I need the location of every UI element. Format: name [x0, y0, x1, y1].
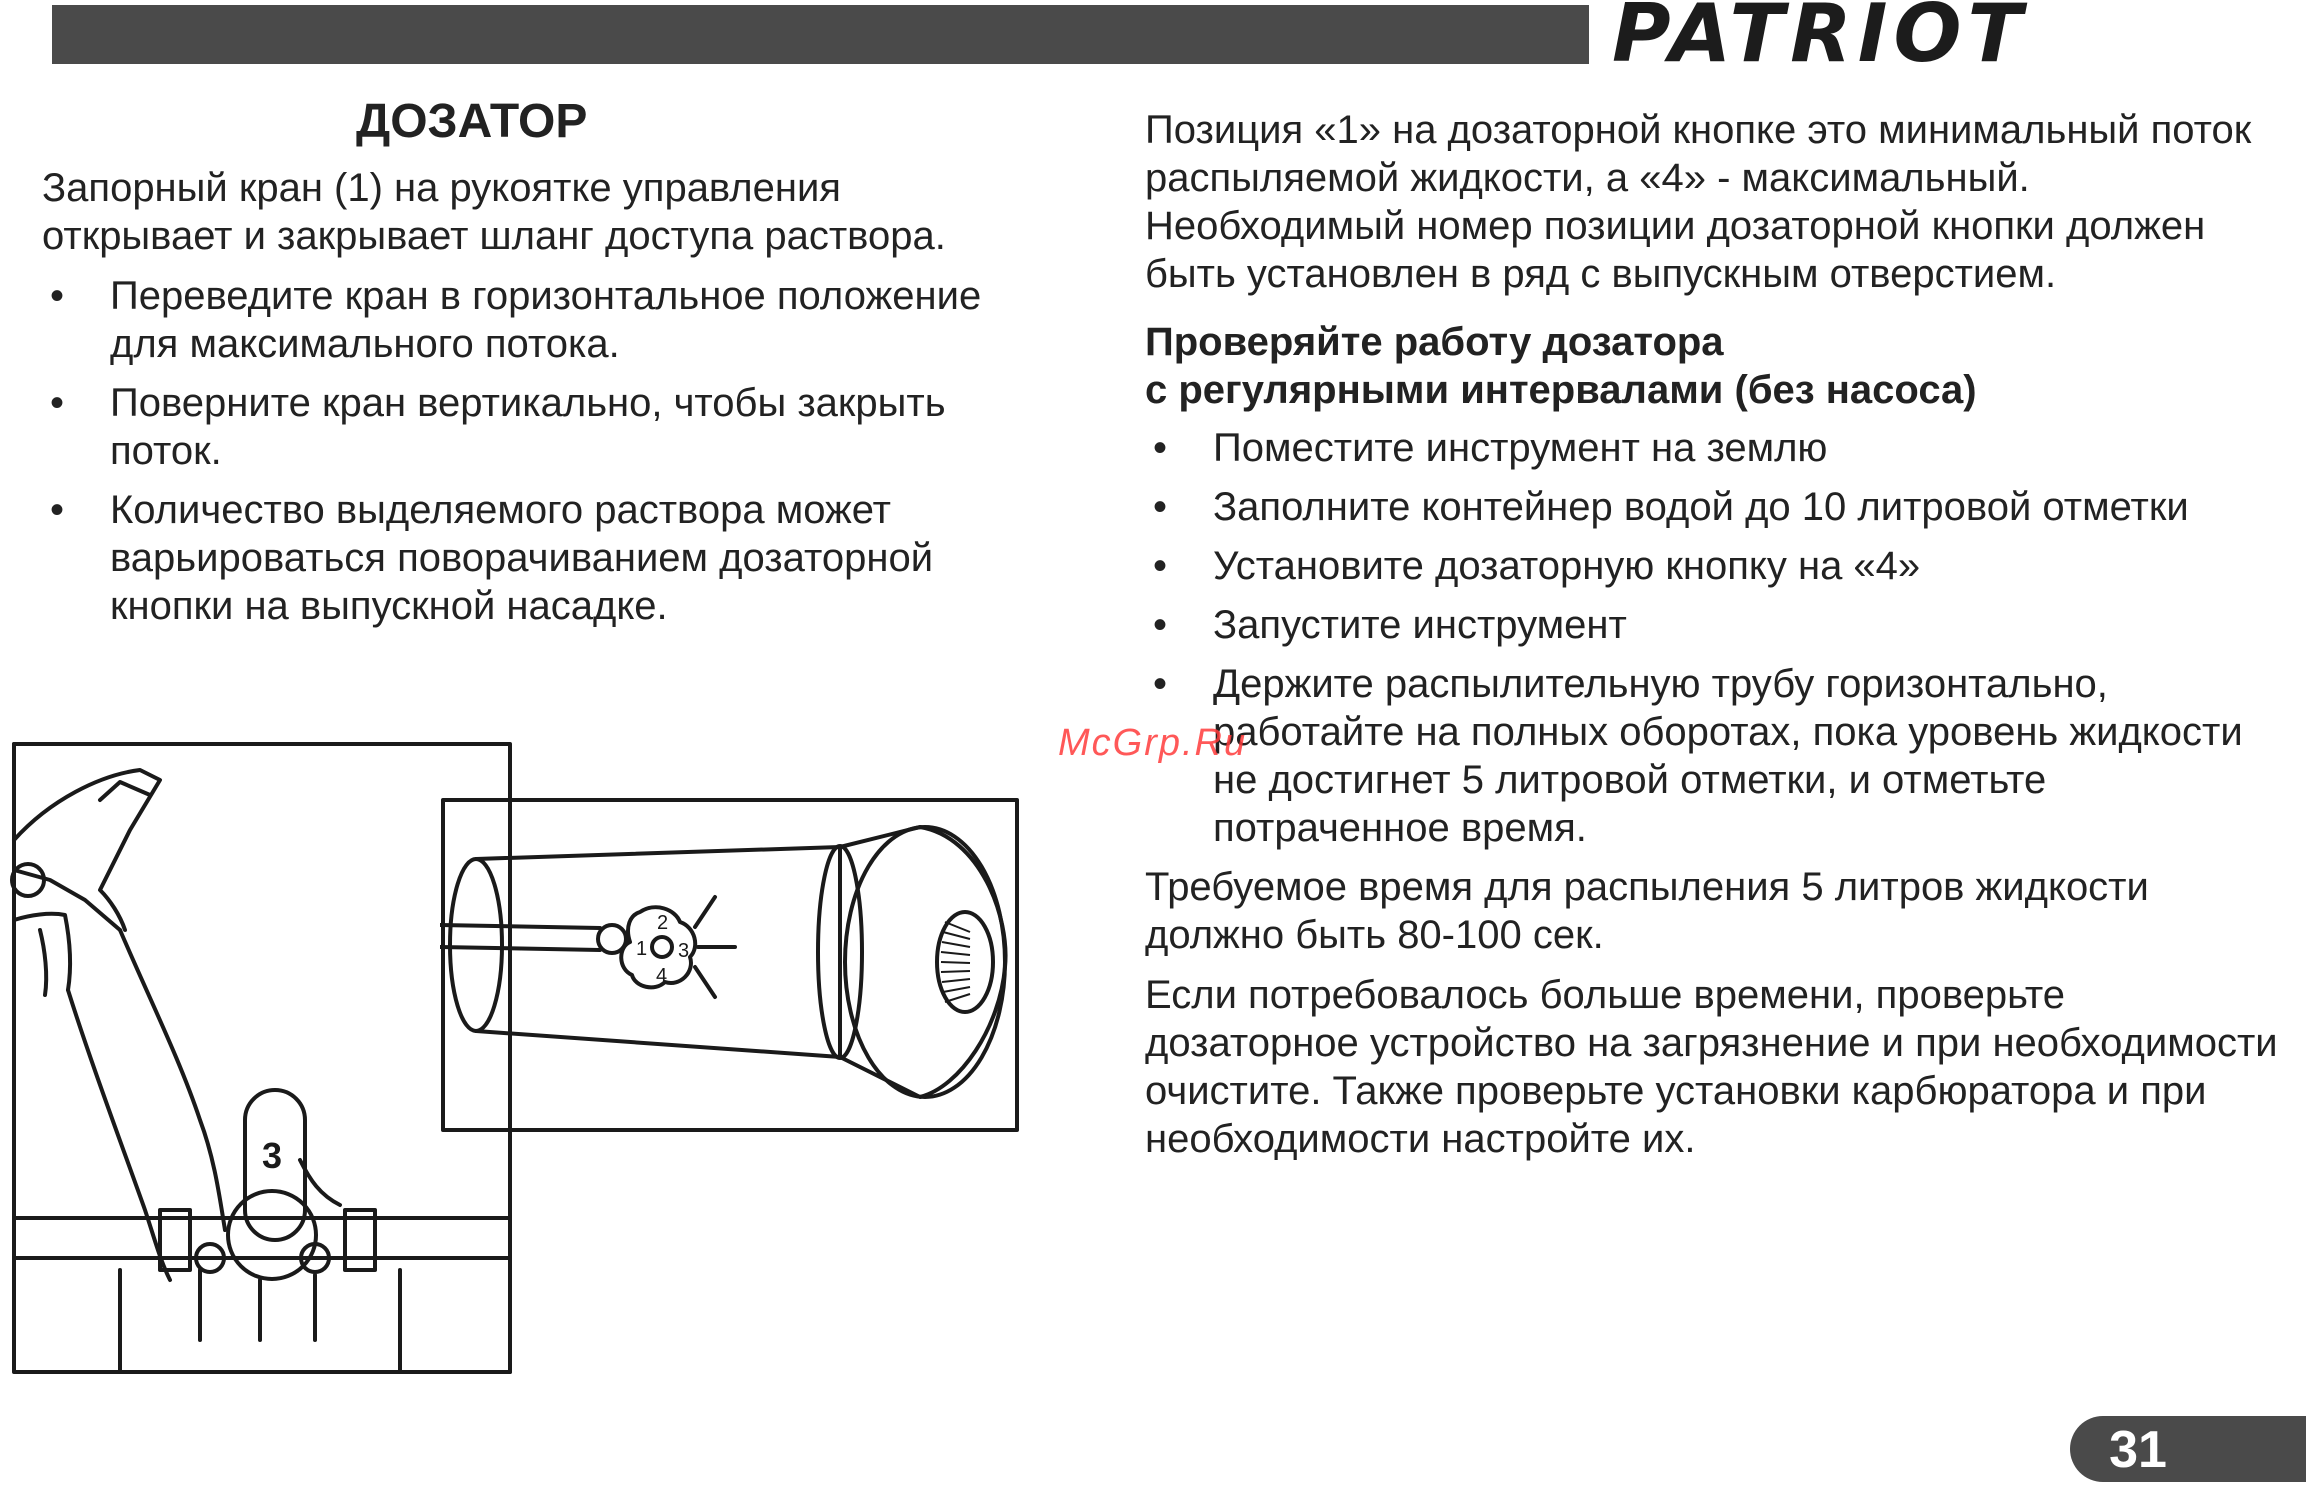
list-item: • Заполните контейнер водой до 10 литровой отметки: [1145, 483, 2285, 531]
dial-label-1: 1: [636, 938, 648, 960]
bullet-icon: •: [49, 488, 64, 532]
nozzle-scale: [941, 922, 970, 1002]
dial-label-4: 4: [656, 965, 668, 987]
nozzle-illustration: [440, 797, 1020, 1133]
list-item: • Поместите инструмент на землю: [1145, 424, 2285, 472]
bullet-icon: •: [1152, 426, 1167, 470]
bullet-icon: •: [1152, 485, 1167, 529]
list-item: • Установите дозаторную кнопку на «4»: [1145, 542, 2285, 590]
nozzle-figure: [440, 797, 1020, 1133]
dial-label-3: 3: [678, 940, 690, 962]
check-heading: Проверяйте работу дозатора с регулярными интервалами (без насоса): [1145, 320, 1977, 412]
list-item: • Количество выделяемого раствора может варьироваться поворачиванием дозаторной кнопки на выпускной насадке.: [42, 486, 1042, 630]
time-note: Требуемое время для распыления 5 литров жидкости должно быть 80-100 сек.: [1145, 865, 2149, 957]
brand-logo: PATRIOT: [1612, 0, 2029, 80]
list-item: • Переведите кран в горизонтальное положение для максимального потока.: [42, 272, 1042, 368]
header-bar: [52, 5, 1589, 64]
watermark: McGrp.Ru: [1058, 722, 1248, 764]
list-item: • Запустите инструмент: [1145, 601, 2285, 649]
bullet-icon: •: [49, 274, 64, 318]
bullet-icon: •: [1152, 544, 1167, 588]
bullet-icon: •: [1152, 662, 1167, 706]
left-intro: Запорный кран (1) на рукоятке управления открывает и закрывает шланг доступа раствора.: [42, 166, 946, 258]
left-column: [42, 164, 1042, 641]
right-column: [1145, 106, 2285, 1175]
right-intro: Позиция «1» на дозаторной кнопке это минимальный поток распыляемой жидкости, а «4» - максимальный. Необходимый номер позиции дозаторной кнопки должен быть установлен в ряд с выпускным отверстием.: [1145, 108, 2252, 296]
right-bullet-list: [1145, 424, 2285, 852]
list-item: • Поверните кран вертикально, чтобы закрыть поток.: [42, 379, 1042, 475]
section-title: ДОЗАТОР: [356, 95, 588, 148]
list-item: • Держите распылительную трубу горизонтально, работайте на полных оборотах, пока уровень жидкости не достигнет 5 литровой отметки, и отметьте потраченное время.: [1145, 660, 2285, 852]
final-note: Если потребовалось больше времени, проверьте дозаторное устройство на загрязнение и при необходимости очистите. Также проверьте установки карбюратора и при необходимости настройте их.: [1145, 973, 2278, 1161]
left-bullet-list: [42, 272, 1042, 630]
dial-label-2: 2: [657, 912, 669, 934]
page-number: 31: [2109, 1421, 2167, 1479]
bullet-icon: •: [1152, 603, 1167, 647]
handle-label-3: 3: [261, 1135, 283, 1176]
bullet-icon: •: [49, 381, 64, 425]
